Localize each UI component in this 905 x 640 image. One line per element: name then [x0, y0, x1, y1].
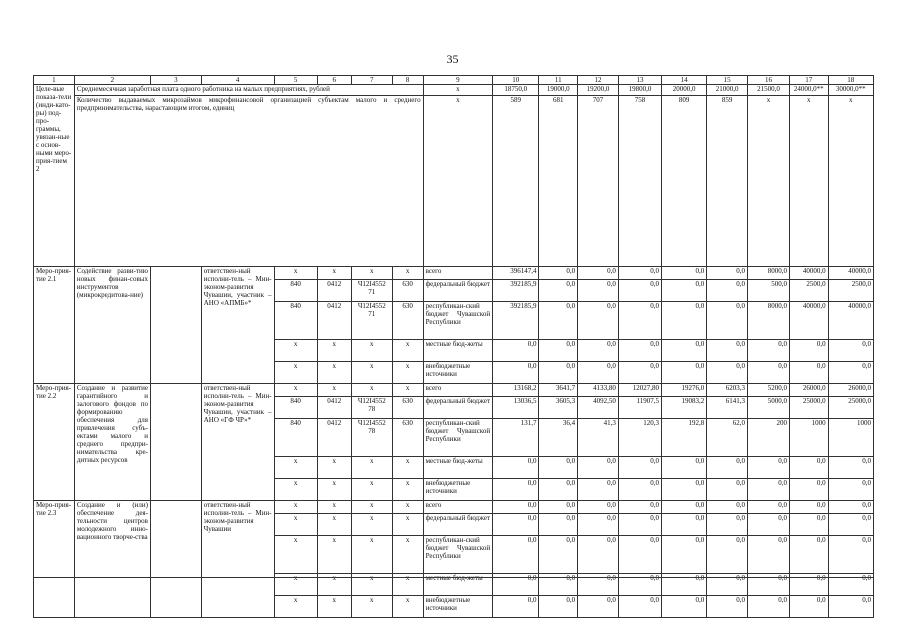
funding-value: 0,0	[578, 479, 619, 501]
funding-value: 2500,0	[789, 280, 828, 302]
budget-code-grbs: x	[274, 536, 317, 574]
budget-code-section: x	[317, 384, 351, 397]
funding-value: 0,0	[828, 340, 873, 362]
funding-value: 13168,2	[493, 384, 539, 397]
indicator-value: 21000,0	[707, 85, 748, 96]
header-col-number: 3	[150, 76, 201, 85]
budget-code-type: x	[392, 457, 423, 479]
funding-value: 0,0	[539, 302, 578, 340]
funding-value: 0,0	[539, 596, 578, 618]
indicator-value: x	[828, 96, 873, 267]
funding-value: 0,0	[707, 280, 748, 302]
funding-value: 4133,80	[578, 384, 619, 397]
budget-code-type: x	[392, 574, 423, 596]
funding-source: федеральный бюджет	[423, 397, 493, 419]
funding-value: 120,3	[618, 419, 661, 457]
funding-value: 11907,5	[618, 397, 661, 419]
budget-code-target: x	[351, 574, 392, 596]
funding-value: 0,0	[789, 596, 828, 618]
budget-code-type: 630	[392, 302, 423, 340]
funding-value: 0,0	[618, 514, 661, 536]
funding-value: 40000,0	[828, 302, 873, 340]
budget-code-type: 630	[392, 397, 423, 419]
funding-value: 8000,0	[748, 267, 790, 280]
funding-source: всего	[423, 267, 493, 280]
funding-value: 0,0	[661, 457, 706, 479]
indicator-value: 30000,0**	[828, 85, 873, 96]
funding-value: 192,8	[661, 419, 706, 457]
funding-source: внебюджетные источники	[423, 596, 493, 618]
funding-value: 0,0	[539, 501, 578, 514]
funding-value: 392185,9	[493, 280, 539, 302]
funding-value: 0,0	[618, 302, 661, 340]
measure-id: Меро-прия-тие 2.2	[34, 384, 75, 501]
indicator-c9: x	[423, 96, 493, 267]
funding-value: 0,0	[493, 536, 539, 574]
budget-code-grbs: 840	[274, 397, 317, 419]
funding-value: 0,0	[661, 280, 706, 302]
funding-source: местные бюд-жеты	[423, 574, 493, 596]
indicator-c9: x	[423, 85, 493, 96]
funding-value: 0,0	[707, 362, 748, 384]
funding-value: 0,0	[789, 574, 828, 596]
budget-code-type: x	[392, 267, 423, 280]
funding-value: 6141,3	[707, 397, 748, 419]
budget-code-grbs: x	[274, 384, 317, 397]
budget-code-grbs: x	[274, 457, 317, 479]
budget-code-target: Ч12I4552 71	[351, 302, 392, 340]
budget-code-grbs: 840	[274, 280, 317, 302]
funding-value: 0,0	[789, 479, 828, 501]
budget-code-grbs: x	[274, 340, 317, 362]
funding-value: 0,0	[539, 457, 578, 479]
header-col-number: 1	[34, 76, 75, 85]
funding-value: 0,0	[748, 479, 790, 501]
header-col-number: 9	[423, 76, 493, 85]
header-col-number: 14	[661, 76, 706, 85]
funding-value: 0,0	[493, 479, 539, 501]
budget-code-target: x	[351, 384, 392, 397]
funding-value: 0,0	[828, 574, 873, 596]
measure-row	[34, 384, 874, 397]
funding-value: 0,0	[618, 536, 661, 574]
funding-value: 0,0	[618, 596, 661, 618]
funding-value: 0,0	[618, 574, 661, 596]
funding-value: 0,0	[828, 457, 873, 479]
funding-value: 0,0	[789, 514, 828, 536]
funding-value: 0,0	[707, 340, 748, 362]
funding-source: всего	[423, 501, 493, 514]
funding-value: 0,0	[618, 340, 661, 362]
header-col-number: 12	[578, 76, 619, 85]
funding-value: 0,0	[539, 267, 578, 280]
funding-source: местные бюд-жеты	[423, 340, 493, 362]
funding-value: 19083,2	[661, 397, 706, 419]
funding-value: 0,0	[661, 340, 706, 362]
funding-value: 40000,0	[828, 267, 873, 280]
budget-code-target: Ч12I4552 78	[351, 419, 392, 457]
funding-value: 0,0	[539, 514, 578, 536]
funding-value: 0,0	[618, 280, 661, 302]
funding-value: 0,0	[578, 514, 619, 536]
budget-code-type: 630	[392, 280, 423, 302]
funding-value: 0,0	[828, 501, 873, 514]
funding-value: 0,0	[578, 362, 619, 384]
funding-source: республикан-ский бюджет Чувашской Республики	[423, 302, 493, 340]
header-col-number: 16	[748, 76, 790, 85]
header-col-number: 2	[74, 76, 150, 85]
header-col-number: 17	[789, 76, 828, 85]
budget-code-target: Ч12I4552 71	[351, 280, 392, 302]
indicator-value: 589	[493, 96, 539, 267]
funding-value: 0,0	[578, 280, 619, 302]
measure-id: Меро-прия-тие 2.3	[34, 501, 75, 618]
budget-code-type: x	[392, 384, 423, 397]
budget-code-target: x	[351, 514, 392, 536]
budget-code-target: x	[351, 501, 392, 514]
budget-code-section: 0412	[317, 280, 351, 302]
funding-value: 25000,0	[789, 397, 828, 419]
funding-value: 0,0	[493, 574, 539, 596]
funding-value: 0,0	[707, 457, 748, 479]
funding-value: 0,0	[707, 302, 748, 340]
funding-source: всего	[423, 384, 493, 397]
table-bottom-border	[33, 577, 874, 578]
funding-value: 36,4	[539, 419, 578, 457]
funding-value: 0,0	[748, 457, 790, 479]
funding-value: 0,0	[789, 362, 828, 384]
funding-value: 0,0	[707, 501, 748, 514]
funding-value: 500,0	[748, 280, 790, 302]
budget-code-section: x	[317, 479, 351, 501]
indicator-value: 859	[707, 96, 748, 267]
funding-value: 3605,3	[539, 397, 578, 419]
funding-value: 0,0	[578, 340, 619, 362]
indicator-value: 21500,0	[748, 85, 790, 96]
measure-executor: ответствен-ный исполни-тель – Мин-эконом-развития Чувашии, участник – АНО «ГФ ЧР»*	[201, 384, 274, 501]
funding-value: 0,0	[618, 501, 661, 514]
funding-value: 0,0	[661, 302, 706, 340]
funding-value: 0,0	[618, 362, 661, 384]
indicator-text: Среднемесячная заработная плата одного работника на малых предприятиях, рублей	[74, 85, 423, 96]
budget-code-target: Ч12I4552 78	[351, 397, 392, 419]
funding-source: республикан-ский бюджет Чувашской Республики	[423, 536, 493, 574]
budget-code-grbs: x	[274, 501, 317, 514]
funding-value: 0,0	[539, 574, 578, 596]
budget-code-target: x	[351, 340, 392, 362]
indicator-row	[34, 96, 874, 267]
funding-value: 0,0	[661, 514, 706, 536]
budget-code-type: x	[392, 340, 423, 362]
budget-code-section: x	[317, 574, 351, 596]
header-col-number: 13	[618, 76, 661, 85]
funding-source: республикан-ский бюджет Чувашской Республики	[423, 419, 493, 457]
funding-value: 0,0	[748, 514, 790, 536]
budget-code-target: x	[351, 267, 392, 280]
budget-code-section: x	[317, 501, 351, 514]
funding-value: 0,0	[828, 536, 873, 574]
funding-value: 62,0	[707, 419, 748, 457]
funding-value: 0,0	[661, 596, 706, 618]
measure-row	[34, 501, 874, 514]
funding-value: 5200,0	[748, 384, 790, 397]
funding-value: 0,0	[828, 514, 873, 536]
funding-value: 0,0	[828, 596, 873, 618]
funding-value: 0,0	[618, 479, 661, 501]
budget-code-grbs: x	[274, 596, 317, 618]
indicator-value: 681	[539, 96, 578, 267]
budget-code-section: 0412	[317, 419, 351, 457]
funding-value: 26000,0	[789, 384, 828, 397]
funding-value: 0,0	[539, 479, 578, 501]
funding-value: 3641,7	[539, 384, 578, 397]
funding-value: 0,0	[578, 501, 619, 514]
funding-value: 25000,0	[828, 397, 873, 419]
funding-value: 0,0	[578, 596, 619, 618]
indicator-row	[34, 85, 874, 96]
measure-name: Создание и развитие гарантийного и залогового фондов по формированию обеспечения для привлечения субъ-ектами малого и среднего предпри-нимательства кре-дитных ресурсов	[74, 384, 150, 501]
page-number: 35	[446, 52, 459, 66]
budget-code-grbs: x	[274, 479, 317, 501]
funding-value: 1000	[828, 419, 873, 457]
funding-value: 0,0	[748, 536, 790, 574]
funding-value: 0,0	[493, 340, 539, 362]
budget-code-type: x	[392, 362, 423, 384]
budget-code-target: x	[351, 479, 392, 501]
indicator-value: 707	[578, 96, 619, 267]
funding-value: 0,0	[789, 457, 828, 479]
funding-value: 40000,0	[789, 302, 828, 340]
funding-source: внебюджетные источники	[423, 362, 493, 384]
funding-value: 0,0	[661, 574, 706, 596]
funding-value: 131,7	[493, 419, 539, 457]
measure-empty-col3	[150, 501, 201, 618]
budget-code-grbs: 840	[274, 302, 317, 340]
funding-value: 0,0	[618, 457, 661, 479]
funding-value: 0,0	[661, 479, 706, 501]
budget-code-target: x	[351, 362, 392, 384]
header-col-number: 5	[274, 76, 317, 85]
funding-value: 0,0	[661, 267, 706, 280]
funding-value: 0,0	[578, 302, 619, 340]
funding-value: 1000	[789, 419, 828, 457]
funding-source: местные бюд-жеты	[423, 457, 493, 479]
funding-value: 0,0	[618, 267, 661, 280]
budget-code-section: x	[317, 596, 351, 618]
funding-value: 0,0	[748, 362, 790, 384]
budget-code-section: x	[317, 536, 351, 574]
measure-empty-col3	[150, 384, 201, 501]
budget-code-type: x	[392, 501, 423, 514]
funding-value: 6203,3	[707, 384, 748, 397]
funding-value: 2500,0	[828, 280, 873, 302]
funding-value: 0,0	[539, 340, 578, 362]
funding-value: 0,0	[707, 514, 748, 536]
budget-code-section: 0412	[317, 397, 351, 419]
measure-executor: ответствен-ный исполни-тель – Мин-эконом-развития Чувашии	[201, 501, 274, 618]
funding-value: 0,0	[828, 362, 873, 384]
header-col-number: 11	[539, 76, 578, 85]
budget-code-section: 0412	[317, 302, 351, 340]
indicator-value: x	[789, 96, 828, 267]
header-col-number: 6	[317, 76, 351, 85]
funding-value: 0,0	[539, 280, 578, 302]
indicator-value: 809	[661, 96, 706, 267]
funding-source: федеральный бюджет	[423, 280, 493, 302]
indicator-value: x	[748, 96, 790, 267]
measure-id: Меро-прия-тие 2.1	[34, 267, 75, 384]
funding-value: 0,0	[493, 457, 539, 479]
funding-value: 0,0	[539, 362, 578, 384]
funding-value: 13036,5	[493, 397, 539, 419]
funding-value: 4092,50	[578, 397, 619, 419]
funding-source: федеральный бюджет	[423, 514, 493, 536]
budget-code-grbs: x	[274, 362, 317, 384]
funding-value: 0,0	[661, 536, 706, 574]
header-row	[34, 76, 874, 85]
budget-code-target: x	[351, 536, 392, 574]
indicator-value: 20000,0	[661, 85, 706, 96]
funding-value: 0,0	[748, 501, 790, 514]
funding-value: 0,0	[707, 574, 748, 596]
funding-value: 5000,0	[748, 397, 790, 419]
funding-value: 0,0	[707, 479, 748, 501]
funding-value: 41,3	[578, 419, 619, 457]
funding-value: 0,0	[789, 501, 828, 514]
budget-code-type: 630	[392, 419, 423, 457]
budget-code-grbs: x	[274, 514, 317, 536]
budget-code-grbs: x	[274, 574, 317, 596]
budget-code-section: x	[317, 362, 351, 384]
funding-value: 0,0	[493, 501, 539, 514]
budget-code-section: x	[317, 340, 351, 362]
funding-value: 0,0	[578, 536, 619, 574]
funding-value: 0,0	[539, 536, 578, 574]
budget-code-type: x	[392, 596, 423, 618]
funding-value: 12027,80	[618, 384, 661, 397]
header-col-number: 8	[392, 76, 423, 85]
funding-value: 0,0	[493, 514, 539, 536]
budget-code-type: x	[392, 514, 423, 536]
funding-value: 200	[748, 419, 790, 457]
budget-code-grbs: 840	[274, 419, 317, 457]
measure-executor: ответствен-ный исполни-тель – Мин-эконом-развития Чувашии, участник – АНО «АПМБ»*	[201, 267, 274, 384]
funding-value: 0,0	[661, 362, 706, 384]
measure-name: Содействие разви-тию новых финан-совых инструментов (микрокредитова-ние)	[74, 267, 150, 384]
budget-code-grbs: x	[274, 267, 317, 280]
measure-name: Создание и (или) обеспечение дея-тельности центров молодежного инно-вационного творче-ства	[74, 501, 150, 618]
funding-value: 0,0	[578, 457, 619, 479]
header-col-number: 18	[828, 76, 873, 85]
indicator-value: 19800,0	[618, 85, 661, 96]
funding-value: 0,0	[493, 362, 539, 384]
header-col-number: 10	[493, 76, 539, 85]
funding-value: 0,0	[828, 479, 873, 501]
budget-code-target: x	[351, 457, 392, 479]
measure-row	[34, 267, 874, 280]
funding-value: 26000,0	[828, 384, 873, 397]
budget-code-type: x	[392, 536, 423, 574]
funding-value: 396147,4	[493, 267, 539, 280]
funding-value: 0,0	[748, 340, 790, 362]
budget-code-section: x	[317, 514, 351, 536]
funding-value: 0,0	[578, 267, 619, 280]
budget-code-target: x	[351, 596, 392, 618]
indicator-value: 24000,0**	[789, 85, 828, 96]
funding-value: 0,0	[707, 267, 748, 280]
funding-value: 19276,0	[661, 384, 706, 397]
indicator-value: 19200,0	[578, 85, 619, 96]
funding-value: 0,0	[578, 574, 619, 596]
funding-value: 392185,9	[493, 302, 539, 340]
funding-value: 0,0	[789, 340, 828, 362]
funding-value: 0,0	[748, 574, 790, 596]
funding-value: 8000,0	[748, 302, 790, 340]
budget-code-type: x	[392, 479, 423, 501]
target-label: Целе-вые показа-тели (инди-като-ры) под-про-граммы, увязан-ные с основ-ными меро-прия-тием 2	[34, 85, 75, 267]
funding-value: 0,0	[789, 536, 828, 574]
header-col-number: 15	[707, 76, 748, 85]
funding-value: 0,0	[748, 596, 790, 618]
indicator-value: 18750,0	[493, 85, 539, 96]
indicator-value: 758	[618, 96, 661, 267]
funding-value: 0,0	[707, 596, 748, 618]
budget-code-section: x	[317, 267, 351, 280]
header-col-number: 7	[351, 76, 392, 85]
funding-value: 0,0	[707, 536, 748, 574]
measure-empty-col3	[150, 267, 201, 384]
funding-source: внебюджетные источники	[423, 479, 493, 501]
header-col-number: 4	[201, 76, 274, 85]
budget-code-section: x	[317, 457, 351, 479]
indicator-value: 19000,0	[539, 85, 578, 96]
program-table	[33, 75, 874, 618]
funding-value: 0,0	[661, 501, 706, 514]
funding-value: 40000,0	[789, 267, 828, 280]
funding-value: 0,0	[493, 596, 539, 618]
indicator-text: Количество выдаваемых микрозаймов микрофинансовой организацией субъектам малого и среднего предпринимательства, нарастающим итогом, единиц	[74, 96, 423, 267]
